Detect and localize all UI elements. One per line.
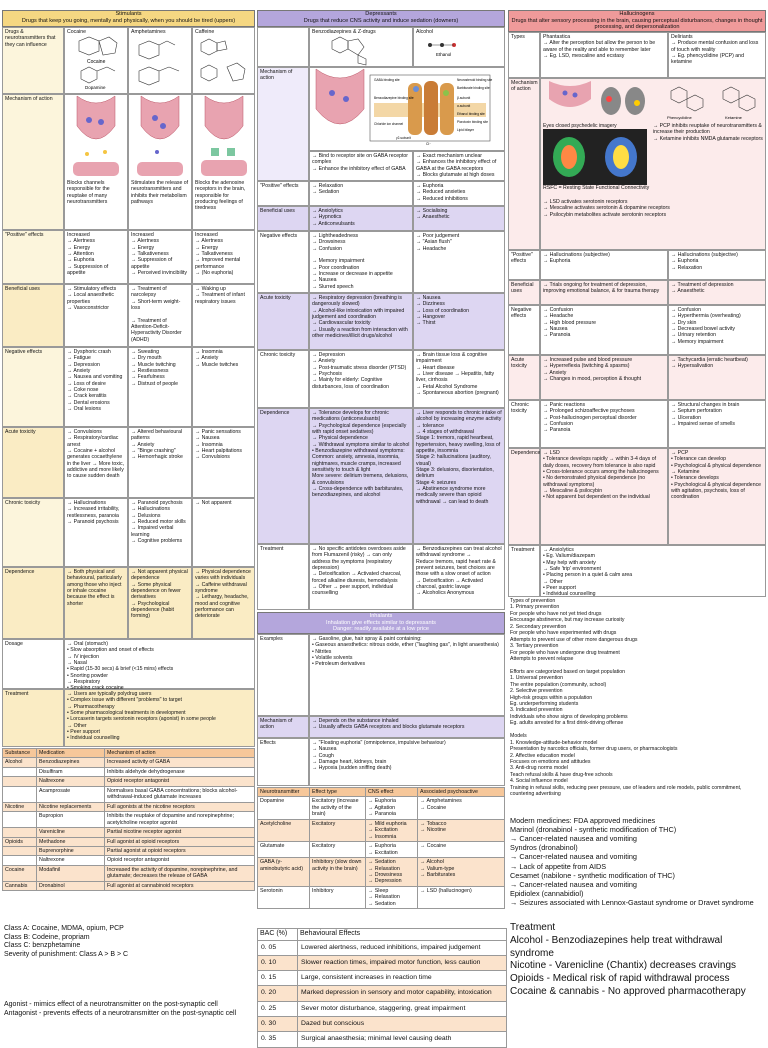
nt-cell: → Mild euphoria → Excitation → Insomnia [366,819,418,841]
med-cell: Naltrexone [37,777,105,786]
hal-mech-lsd: → LSD activates serotonin receptors → Mescaline activates serotonin & dopamine receptors → Psilocybin metabolites activate serotonin receptors [543,199,670,218]
pcp-mol-label: Phencyclidine [667,115,692,120]
inhalants-danger: Danger: readily available at a low price [332,626,430,633]
bac-row [258,986,507,1001]
stim-negative-cocaine: → Dysphoric crash → Fatigue → Depression → Anxiety → Nausea and vomiting → Loss of desire → Coke nose → Crack keratitis → Dental erosions → Oral lesions [64,347,128,427]
med-cell [3,777,37,786]
hal-label-mechanism: Mechanism of action [508,78,540,250]
hal-acute-lsd: → Increased pulse and blood pressure → Hyperreflexia (twitching & spasms) → Anxiety → Changes in mood, perception & thought [540,355,668,400]
inhalants-header [257,612,505,634]
dep-drug-alcohol: Alcohol Ethanol [413,27,505,67]
nt-cell: Inhibitory [310,886,366,908]
med-cell: Naltrexone [37,856,105,865]
stim-positive-amph: Increased → Alertness → Energy → Talkativeness → Suppression of appetite → Perceived invincibility [128,230,192,284]
med-cell: Full agonists at the nicotine receptors [105,802,255,811]
med-row [3,846,255,855]
synapse-amphetamine-icon [131,96,189,180]
diag-label-neurosteroid: Neurosteroid binding site [457,78,493,82]
bac-cell: Large, consistent increases in reaction time [298,971,507,986]
med-cell [3,828,37,837]
benzodiazepine-molecule-icon [312,35,408,65]
stim-chronic-amph: → Paranoid psychosis → Hallucinations → Delusions → Reduced motor skills → Impaired verbal learning → Cognitive problems [128,498,192,567]
brain-scan-icon [599,81,649,121]
med-cell: Nicotine [3,802,37,811]
diag-label-cl: Cl⁻ [426,142,431,146]
inh-examples: → Gasoline, glue, hair spray & paint containing: • Gaseous anaesthetics: nitrous oxide, ether ("laughing gas", in light anaesthesia) • Nitrites • Volatile solvents • Petroleum derivatives [309,634,505,716]
synapse-cocaine-icon [67,96,125,180]
stim-label-beneficial: Beneficial uses [2,284,64,347]
med-row [3,786,255,802]
diag-label-ethanol: Ethanol binding site [457,112,485,116]
inh-label-effects: Effects [257,738,309,786]
bac-cell: 0. 05 [258,940,298,955]
stim-chronic-caffeine: → Not apparent [192,498,255,567]
med-row [3,856,255,865]
hal-negative-pcp: → Confusion → Hyperthermia (overheating) → Dry skin → Decreased bowel activity → Urinary retention → Memory impairment [668,305,766,355]
stim-drug-cocaine: Cocaine Cocaine Dopamine [64,27,128,94]
nt-row [258,886,505,908]
med-cell: Opioid receptor antagonist [105,856,255,865]
dep-label-dependence: Dependence [257,408,309,544]
stim-label-mechanism: Mechanism of action [2,94,64,230]
hal-dependence-pcp: → PCP • Tolerance can develop • Psychological & physical dependence → Ketamine • Tolerance develops • Psychological & physical dependence with agitation, psychosis, loss of coordination [668,448,766,545]
bac-cell: 0. 30 [258,1016,298,1031]
bac-table-body [258,940,507,1047]
bac-table [257,928,507,1048]
hal-treatment: → Anxiolytics • Eg. Valium/diazepam • May help with anxiety → Safe 'trip' environment • Placing person in a quiet & calm area → Other • Peer support • Individual counselling [540,545,766,597]
nt-cell: Excitatory [310,842,366,858]
depressants-title: Depressants [365,11,397,17]
diag-label-beta: β-subunit [457,96,471,100]
stim-acute-amph: → Altered behavioural patterns → Anxiety → "Binge crashing" → Hemorrhagic stroke [128,427,192,498]
bac-cell: 0. 10 [258,955,298,970]
dopamine-mol-label: Dopamine [85,85,106,91]
med-cell: Partial agonist at opioid receptors [105,846,255,855]
hal-types-phantastica: Phantastica → Alter the perception but allow the person to be aware of the reality and able to remember later → Eg. LSD, mescaline and ecstasy [540,32,668,78]
med-cell [3,846,37,855]
bac-cell: 0. 25 [258,1001,298,1016]
med-row [3,777,255,786]
stim-label-acute: Acute toxicity [2,427,64,498]
neurotransmitter-table-body [258,797,505,909]
psychedelic-imagery-caption: Eyes closed psychedelic imagery [543,123,617,129]
med-cell: Acamprosate [37,786,105,802]
bac-row [258,1032,507,1047]
cocaine-molecule-icon [67,35,125,89]
stim-dosage: → Oral (stomach) • Slow absorption and onset of effects → IV injection → Nasal • Rapid (15-30 secs) & brief (<15 mins) effects • Snorting powder → Respiratory [64,639,255,689]
nt-cell: → LSD (hallucinogen) [418,886,505,908]
bac-cell: Dazed but conscious [298,1016,507,1031]
dep-label-chronic: Chronic toxicity [257,350,309,408]
bac-row [258,955,507,970]
nt-cell: → Alcohol → Valium-type → Barbiturates [418,858,505,887]
pcp-ketamine-molecule-icon [663,81,763,121]
med-cell [3,767,37,776]
dep-acute-alcohol: → Nausea → Dizziness → Loss of coordination → Hangover → Thirst [413,293,505,350]
nt-cell: Excitatory (increase the activity of the brain) [310,797,366,819]
stim-label-negative: Negative effects [2,347,64,427]
hallucinogens-header [508,10,766,32]
stim-mech-amph-text: Stimulates the release of neurotransmitters and inhibits their metabolism pathways [131,180,189,206]
hal-label-types: Types [508,32,540,78]
hal-rsfc: RSFC = Resting State Functional Connectivity [543,185,650,191]
amphetamine-molecule-icon [131,35,189,89]
hal-label-chronic: Chronic toxicity [508,400,540,448]
hal-beneficial-pcp: → Treatment of depression → Anaesthetic [668,280,766,305]
stim-beneficial-amph: → Treatment of narcolepsy → Short-term weight-loss → Treatment of Attention-Deficit-Hyperactivity Disorder (ADHD) [128,284,192,347]
stimulants-header [2,10,255,27]
dep-drug-benzo: Benzodiazepines & Z-drugs [309,27,413,67]
nt-cell: Dopamine [258,797,310,819]
bac-row [258,940,507,955]
bac-cell: Marked depression in sensory and motor capability, intoxication [298,986,507,1001]
stim-negative-caffeine: → Insomnia → Anxiety → Muscle twitches [192,347,255,427]
drug-classes: Class A: Cocaine, MDMA, opium, PCP Class B: Codeine, propriam Class C: benzphetamine Severity of punishment: Class A > B > C [4,925,129,958]
nt-cell: → Cocaine [418,842,505,858]
hal-positive-lsd: → Hallucinations (subjective) → Euphoria [540,250,668,280]
ethanol-label: Ethanol [436,52,452,58]
hal-types-deliriants: Deliriants → Produce mental confusion and loss of touch with reality → Eg. phencyclidine (PCP) and ketamine [668,32,766,78]
dep-positive-benzo: → Relaxation → Sedation [309,181,413,206]
med-cell: Inhibits aldehyde dehydrogenase [105,767,255,776]
dep-label-positive: "Positive" effects [257,181,309,206]
diag-label-alpha: α-subunit [457,104,471,108]
cocaine-mol-label: Cocaine [87,59,106,66]
synapse-hal-icon [543,81,597,115]
bac-cell: Sever motor disturbance, staggering, great impairment [298,1001,507,1016]
med-cell: Nicotine replacements [37,802,105,811]
dep-label-acute: Acute toxicity [257,293,309,350]
nt-cell: → Euphoria → Excitation [366,842,418,858]
dep-label-negative: Negative effects [257,231,309,293]
nt-row [258,842,505,858]
nt-row [258,819,505,841]
dep-label-beneficial: Beneficial uses [257,206,309,231]
hal-chronic-lsd: → Panic reactions → Prolonged schizoaffective psychoses → Post-hallucinogen perceptual disorder → Confusion → Paranoia [540,400,668,448]
bac-col-percent: BAC (%) [258,929,298,941]
stim-label-treatment: Treatment [2,689,64,747]
med-cell: Cannabis [3,881,37,890]
caffeine-molecule-icon [195,35,253,89]
inh-label-examples: Examples [257,634,309,716]
stim-treatment: → Users are typically polydrug users • Complex issue with different "problems" to target → Pharmacotherapy • Some pharmacological treatments in development • Lorcaserin targets serotonin receptors (agonist) in some people → Other • Peer support • Individual counselling [64,689,255,747]
hal-mech-pcp: → PCP inhibits reuptake of neurotransmitters & increase their production → Ketamine inhibits NMDA glutamate receptors [653,123,763,142]
nt-cell: Serotonin [258,886,310,908]
diag-label-benzo: Benzodiazepine binding site [374,96,414,100]
inh-label-mechanism: Mechanism of action [257,716,309,738]
synapse-caffeine-icon [195,96,253,180]
nt-cell: Acetylcholine [258,819,310,841]
dep-positive-alcohol: → Euphoria → Reduced anxieties → Reduced inhibitions [413,181,505,206]
bac-row [258,1016,507,1031]
dep-acute-benzo: → Respiratory depression (breathing is dangerously slowed) → Alcohol-like intoxication with impaired judgement and coordination → Cardiovascular toxicity → Usually a reaction from interaction with other medicines/illicit drugs/alcohol [309,293,413,350]
dep-treatment-alcohol: → Benzodiazepines can treat alcohol withdrawal syndrome → Reduce tremors, rapid heart rate & prevent seizures, best choices are those with a slow onset of action → Detoxification → Activated charcoal, gastric lavage → Alcoholics Anonymous [413,544,505,610]
medication-table-body [3,758,255,891]
nt-row [258,858,505,887]
agonist-note: Agonist - mimics effect of a neurotransmitter on the post-synaptic cell Antagonist - prevents effects of a neurotransmitter on the post-synaptic cell [4,1001,237,1018]
nt-cell: GABA (γ-aminobutyric acid) [258,858,310,887]
med-cell: Disulfiram [37,767,105,776]
dep-chronic-alcohol: → Brain tissue loss & cognitive impairment → Heart disease → Liver disease → Hepatitis, fatty liver, cirrhosis → Fetal Alcohol Syndrome → Spontaneous abortion (pregnant) [413,350,505,408]
inhalants-grid [257,634,505,786]
med-cell: Dronabinol [37,881,105,890]
hal-beneficial-lsd: → Trials ongoing for treatment of depression, improving emotional balance, & for trauma therapy [540,280,668,305]
dep-mech-benzo: → Bind to receptor site on GABA receptor complex → Enhance the inhibitory effect of GABA [309,151,413,181]
nt-col-effect: Effect type [310,788,366,797]
nt-cell: → Sleep → Relaxation → Sedation [366,886,418,908]
stim-label-chronic: Chronic toxicity [2,498,64,567]
dep-dependence-alcohol: → Liver responds to chronic intake of alcohol by increasing enzyme activity → tolerance → 4 stages of withdrawal Stage 1: tremors, rapid heartbeat, hypertension, heavy swelling, loss of appetite, insomnia Stage 2: hallucinations (auditory, visual) Stage 3: delusions, disorientation, delirium Stage 4: seizures → Abstinence syndrome more medically severe than opioid withdrawal → can lead to death [413,408,505,544]
stim-dependence-amph: → Not apparent physical dependence → Some physical dependence on fewer derivatives → Psychological dependence (habit forming) [128,567,192,639]
stim-drug-caffeine: Caffeine [192,27,255,94]
med-cell: Buprenorphine [37,846,105,855]
med-cell [3,856,37,865]
dep-label-mechanism: Mechanism of action [257,67,309,181]
nt-col-name: Neurotransmitter [258,788,310,797]
dep-negative-benzo: → Lightheadedness → Drowsiness → Confusion → Memory impairment → Poor coordination → Increase or decrease in appetite → Nausea → Slurred speech [309,231,413,293]
stim-acute-cocaine: → Convulsions → Respiratory/cardiac arrest → Cocaine + alcohol generates cocaethylene in the liver → More toxic, addictive and more likely to cause sudden death [64,427,128,498]
dep-beneficial-benzo: → Anxiolytics → Hypnotics → Anticonvulsants [309,206,413,231]
stim-mech-caffeine [192,94,255,230]
nt-cell: Inhibitory (slow down activity in the brain) [310,858,366,887]
med-row [3,812,255,828]
nt-cell: Glutamate [258,842,310,858]
dep-treatment-benzo: → No specific antidotes overdoses aside from Flumazenil (risky) → can only address the symptoms (respiratory depression) → Detoxification → Activated charcoal, forced alkaline diuresis, hemodialysis → Other → peer support, individual counselling [309,544,413,610]
medication-table [2,748,255,891]
med-cell: Benzodiazepines [37,758,105,767]
stim-chronic-cocaine: → Hallucinations → Increased irritability, restlessness, paranoia → Paranoid psychosis [64,498,128,567]
stimulants-subtitle: Drugs that keep you going, mentally and physically, when you should be tired (uppers) [21,17,236,24]
inh-effects: → "Floating euphoria" (omnipotence, impulsive behaviour) → Nausea → Cough → Damage heart, kidneys, brain → Hypoxia (sudden sniffing death) [309,738,505,786]
stim-label-positive: "Positive" effects [2,230,64,284]
med-cell: Increased activity of GABA [105,758,255,767]
inhalants-title: Inhalants [369,613,393,619]
med-cell: Opioids [3,837,37,846]
nt-cell: → Tobacco → Nicotine [418,819,505,841]
bac-cell: Slower reaction times, impaired motor function, less caution [298,955,507,970]
dep-mech-alcohol: → Exact mechanism unclear → Enhances the inhibitory effect of GABA at the GABA receptors → Blocks glutamate at high doses [413,151,505,181]
med-cell: Alcohol [3,758,37,767]
stimulants-title: Stimulants [115,11,142,17]
med-cell: Bupropion [37,812,105,828]
hal-label-dependence: Dependence [508,448,540,545]
dep-label-treatment: Treatment [257,544,309,610]
med-cell: Modafinil [37,865,105,881]
stim-label-dependence: Dependence [2,567,64,639]
med-cell: Cocaine [3,865,37,881]
med-cell [3,786,37,802]
stim-mech-amphetamines [128,94,192,230]
med-cell: Opioid receptor antagonist [105,777,255,786]
stim-positive-caffeine: Increased → Alertness → Energy → Talkativeness → Improved mental performance → (No euphoria) [192,230,255,284]
diag-label-picrotoxin: Picrotoxin binding site [457,120,489,124]
hal-dependence-lsd: → LSD • Tolerance develops rapidly → within 3-4 days of daily doses, recovery from tolerance is also rapid • Cross-tolerance occurs among the hallucinogens • No demonstrated physical dependence (no withdrawal symptoms) → Mescaline & psilocybin • Not apparent but dependent on the individual [540,448,668,545]
stim-mech-cocaine [64,94,128,230]
hal-mechanism [540,78,766,250]
treatment-summary: Treatment Alcohol - Benzodiazepines help treat withdrawal syndrome Nicotine - Varenicline (Chantix) decreases cravings Opioids - Medical risk of rapid withdrawal process Cocaine & cannabis - No approved pharmacotherapy [510,922,746,997]
nt-row [258,797,505,819]
stim-dependence-caffeine: → Physical dependence varies with individuals → Caffeine withdrawal syndrome → Lethargy, headache, mood and cognitive performance can deteriorate [192,567,255,639]
stim-negative-amph: → Sweating → Dry mouth → Muscle twitching → Restlessness → Fearfulness → Distrust of people [128,347,192,427]
stimulants-grid [2,27,255,747]
nt-col-cns: CNS effect [366,788,418,797]
stim-acute-caffeine: → Panic sensations → Nausea → Insomnia → Heart palpitations → Convulsions [192,427,255,498]
med-cell: Inhibits the reuptake of dopamine and norepinephrine; acetylcholine receptor agonist [105,812,255,828]
med-cell: Normalises basal GABA concentrations; blocks alcohol-withdrawal-induced glutamate increases [105,786,255,802]
diag-label-lipid: Lipid bilayer [457,128,475,132]
bac-cell: 0. 15 [258,971,298,986]
diag-label-cl-channel: Chloride ion channel [374,122,404,126]
hal-chronic-pcp: → Structural changes in brain → Septum perforation → Ulceration → Impaired sense of smells [668,400,766,448]
dep-chronic-benzo: → Depression → Anxiety → Post-traumatic stress disorder (PTSD) → Psychosis → Mainly for elderly: Cognitive disturbances, loss of coordination [309,350,413,408]
med-col-substance: Substance [3,749,37,758]
stim-label-dosage: Dosage [2,639,64,689]
stim-beneficial-cocaine: → Stimulatory effects → Local anaesthetic properties → Vasoconstrictor [64,284,128,347]
med-row [3,767,255,776]
med-cell [3,812,37,828]
depressants-subtitle: Drugs that reduce CNS activity and induce sedation (downers) [303,17,459,24]
nt-cell: → Sedation → Relaxation → Drowsiness → Depression [366,858,418,887]
depressants-grid [257,27,505,610]
diag-label-barbiturate: Barbiturate binding site [457,86,490,90]
med-col-mechanism: Mechanism of action [105,749,255,758]
inhalants-subtitle: Inhalation give effects similar to depressants [326,619,436,626]
med-row [3,881,255,890]
hal-positive-pcp: → Hallucinations (subjective) → Euphoria → Relaxation [668,250,766,280]
psychedelic-imagery [543,123,647,185]
med-col-medication: Medication [37,749,105,758]
bac-row [258,971,507,986]
med-row [3,802,255,811]
hal-acute-pcp: → Tachycardia (erratic heartbeat) → Hypersalivation [668,355,766,400]
stim-beneficial-caffeine: → Waking up → Treatment of infant respiratory issues [192,284,255,347]
hal-label-negative: Negative effects [508,305,540,355]
hal-label-acute: Acute toxicity [508,355,540,400]
bac-cell: 0. 20 [258,986,298,1001]
med-row [3,828,255,837]
hallucinogens-subtitle: Drugs that alter sensory processing in the brain, causing perceptual disturbances, changes in thought processing, and depersonalization [511,17,763,31]
stim-label-drugs: Drugs & neurotransmitters that they can influence [2,27,64,94]
stim-positive-cocaine: Increased → Alertness → Energy → Attention → Euphoria → Suppression of appetite [64,230,128,284]
hallucinogens-title: Hallucinogens [619,11,655,17]
stim-dependence-cocaine: → Both physical and behavioural, particularly among those who inject or inhale cocaine because the effect is shorter [64,567,128,639]
ethanol-molecule-icon [416,35,500,57]
med-row [3,837,255,846]
neurotransmitter-table [257,787,505,909]
med-cell: Methadone [37,837,105,846]
diag-label-gaba: GABA binding site [374,78,400,82]
med-cell: Increased the activity of dopamine, norepinephrine, and glutamate; decreases the release of GABA [105,865,255,881]
stim-mech-caffeine-text: Blocks the adenosine receptors in the brain, responsible for producing feelings of tiredness [195,180,246,212]
depressants-header [257,10,505,27]
med-cell: Full agonist at opioid receptors [105,837,255,846]
bac-col-effects: Behavioural Effects [298,929,507,941]
gaba-receptor-diagram [309,67,505,151]
inh-mechanism: → Depends on the substance inhaled → Usually affects GABA receptors and blocks glutamate receptors [309,716,505,738]
nt-cell: → Euphoria → Agitation → Paranoia [366,797,418,819]
stim-mech-cocaine-text: Blocks channels responsible for the reuptake of many neurotransmitters [67,180,110,206]
nt-cell: → Amphetamines → Cocaine [418,797,505,819]
nt-cell: Excitatory [310,819,366,841]
hallucinogens-grid [508,32,766,597]
hal-label-positive: "Positive" effects [508,250,540,280]
hal-negative-lsd: → Confusion → Headache → High blood pressure → Nausea → Paranoia [540,305,668,355]
bac-cell: Surgical anaesthesia; minimal level causing death [298,1032,507,1047]
med-cell: Full agonist at cannabinoid receptors [105,881,255,890]
hal-label-treatment: Treatment [508,545,540,597]
hal-label-beneficial: Beneficial uses [508,280,540,305]
diag-label-gamma: γ2-subunit [396,136,411,140]
psychedelic-imagery-icon [543,129,647,185]
med-cell: Partial nicotine receptor agonist [105,828,255,837]
dep-beneficial-alcohol: → Socialising → Anaesthetic [413,206,505,231]
fda-notes: Modern medicines: FDA approved medicines Marinol (dronabinol - synthetic modification of THC) → Cancer-related nausea and vomiting Syndros (dronabinol) → Cancer-related nausea and vomiting → Lack of appetite from AIDS Cesamet (nabilone - synthetic modification of THC) → Cancer-related nausea and vomiting Epidiolex (cannabidiol) → Seizures associated with Lennox-Gastaut syndrome or Dravet syndrome [510,816,754,907]
bac-cell: 0. 35 [258,1032,298,1047]
med-cell: Varenicline [37,828,105,837]
dep-negative-alcohol: → Poor judgement → "Asian flush" → Headache [413,231,505,293]
bac-row [258,1001,507,1016]
med-row [3,865,255,881]
dep-dependence-benzo: → Tolerance develops for chronic medications (anticonvulsants) → Psychological dependence (especially with rapid onset sedatives) → Physical dependence → Withdrawal symptoms similar to alcohol • Benzodiazepine withdrawal symptoms: Common: anxiety, amnesia, insomnia, nightmares, muscle cramps, increased sensitivity to touch & light More severe: delirium tremens, delusions, & convulsions → Cross-dependence with barbiturates, benzodiazepines, and alcohol [309,408,413,544]
nt-col-psychoactive: Associated psychoactive [418,788,505,797]
med-row [3,758,255,767]
gaba-receptor-icon [312,69,502,149]
stim-drug-amphetamines: Amphetamines [128,27,192,94]
prevention-notes: Types of prevention 1. Primary prevention For people who have not yet tried drugs Encourage abstinence, but may increase curiosity 2. Secondary prevention For people who have experimented with drugs Attempts to prevent use of other more dangerous drugs 3. Tertiary prevention For people who have undergone drug treatment Attempts to prevent relapse Efforts are categorized based on target population 1. Universal prevention The entire population (community, school) 2. Selective prevention High-risk groups within a population Eg. underperforming students 3. Indicated prevention Individuals who show signs of developing problems Eg. adults arrested for a first drink-driving offense Models 1. Knowledge-attitude-behavior model Presentation by narcotics officials, former drug users, or pharmacologists 2. Affective education model Focuses on emotions and attitudes 3. Anti-drug norms model Teach refusal skills & have drug-free schools 4. Social influence model Training in refusal skills, reducing peer pressure, use of leaders and role models, public commitment, countering advertising [510,598,742,798]
bac-cell: Lowered alertness, reduced inhibitions, impaired judgement [298,940,507,955]
ketamine-mol-label: Ketamine [725,115,742,120]
